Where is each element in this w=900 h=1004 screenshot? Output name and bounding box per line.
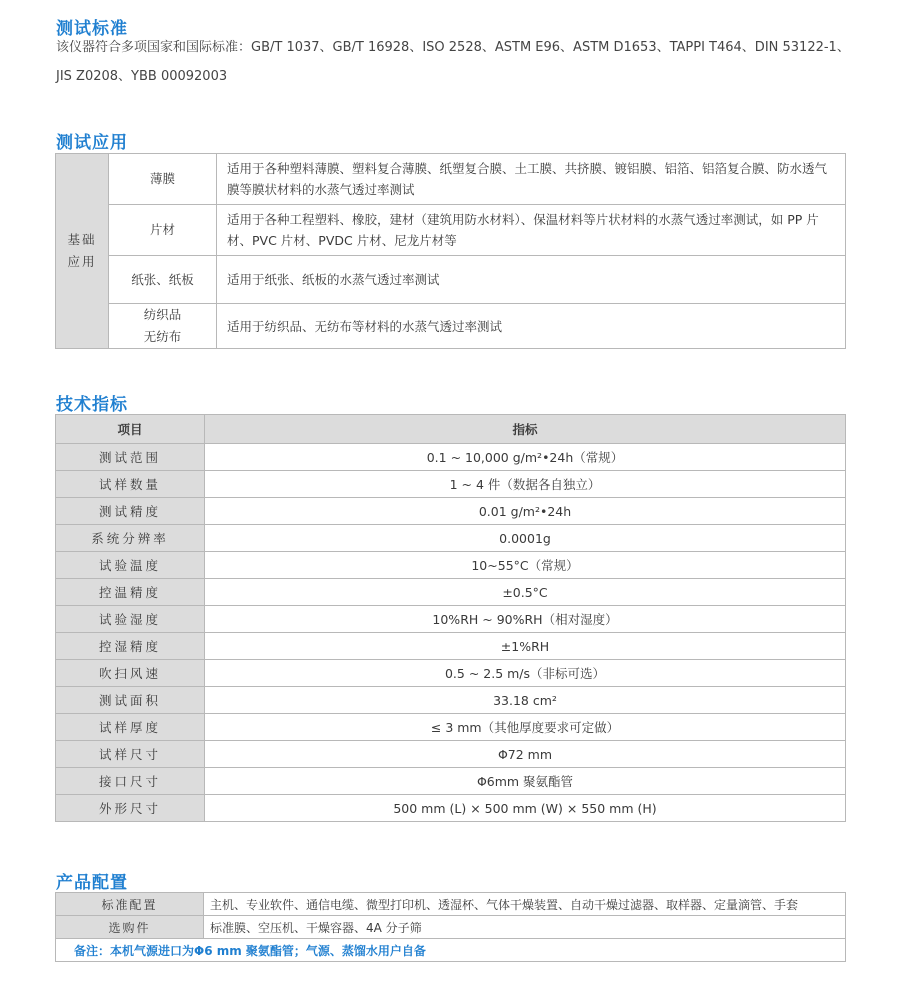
specs-title: 技术指标 [56, 395, 128, 415]
config-value: 主机、专业软件、通信电缆、微型打印机、透湿杯、气体干燥装置、自动干燥过滤器、取样器、定量滴管、手套 [204, 893, 846, 916]
spec-value-cell: ±0.5°C [205, 579, 846, 606]
standards-title: 测试标准 [56, 19, 128, 39]
material-cell: 薄膜 [109, 154, 217, 205]
spec-item-cell: 吹扫风速 [56, 660, 205, 687]
table-row [56, 579, 846, 606]
spec-item-cell: 测试精度 [56, 498, 205, 525]
spec-value-cell: 0.1 ~ 10,000 g/m²•24h（常规） [205, 444, 846, 471]
description-cell: 适用于各种塑料薄膜、塑料复合薄膜、纸塑复合膜、土工膜、共挤膜、镀铝膜、铝箔、铝箔复合膜、防水透气膜等膜状材料的水蒸气透过率测试 [217, 154, 846, 205]
table-row [56, 471, 846, 498]
table-row [56, 154, 846, 205]
spec-item-cell: 控温精度 [56, 579, 205, 606]
spec-value-cell: ±1%RH [205, 633, 846, 660]
spec-item-cell: 试样尺寸 [56, 741, 205, 768]
table-row [56, 893, 846, 916]
config-title: 产品配置 [56, 873, 128, 893]
specs-table [55, 414, 846, 822]
table-row [56, 444, 846, 471]
table-row [56, 256, 846, 304]
application-group-label: 基础 应用 [56, 154, 109, 349]
column-header-item: 项目 [56, 415, 205, 444]
spec-item-cell: 试验温度 [56, 552, 205, 579]
spec-item-cell: 试验湿度 [56, 606, 205, 633]
material-cell: 片材 [109, 205, 217, 256]
material-cell: 纺织品 无纺布 [109, 304, 217, 349]
table-row [56, 304, 846, 349]
standards-text: 该仪器符合多项国家和国际标准：GB/T 1037、GB/T 16928、ISO 2528、ASTM E96、ASTM D1653、TAPPI T464、DIN 53122-1、JIS Z0208、YBB 00092003 [56, 40, 850, 84]
table-row [56, 741, 846, 768]
spec-value-cell: Φ72 mm [205, 741, 846, 768]
spec-item-cell: 接口尺寸 [56, 768, 205, 795]
table-row [56, 687, 846, 714]
description-cell: 适用于纺织品、无纺布等材料的水蒸气透过率测试 [217, 304, 846, 349]
spec-item-cell: 测试面积 [56, 687, 205, 714]
table-header-row [56, 415, 846, 444]
description-cell: 适用于各种工程塑料、橡胶，建材（建筑用防水材料）、保温材料等片状材料的水蒸气透过率测试，如 PP 片材、PVC 片材、PVDC 片材、尼龙片材等 [217, 205, 846, 256]
spec-value-cell: 0.01 g/m²•24h [205, 498, 846, 525]
spec-item-cell: 测试范围 [56, 444, 205, 471]
spec-value-cell: 10~55°C（常规） [205, 552, 846, 579]
table-row [56, 205, 846, 256]
table-row [56, 714, 846, 741]
table-row [56, 916, 846, 939]
spec-item-cell: 外形尺寸 [56, 795, 205, 822]
spec-value-cell: 0.5 ~ 2.5 m/s（非标可选） [205, 660, 846, 687]
table-row [56, 498, 846, 525]
spec-item-cell: 试样厚度 [56, 714, 205, 741]
spec-value-cell: 33.18 cm² [205, 687, 846, 714]
spec-value-cell: 10%RH ~ 90%RH（相对湿度） [205, 606, 846, 633]
table-row [56, 633, 846, 660]
config-table [55, 892, 846, 962]
spec-value-cell: 0.0001g [205, 525, 846, 552]
applications-table [55, 153, 846, 349]
table-row [56, 552, 846, 579]
spec-item-cell: 控湿精度 [56, 633, 205, 660]
config-note: 备注：本机气源进口为Φ6 mm 聚氨酯管；气源、蒸馏水用户自备 [56, 939, 846, 962]
description-cell: 适用于纸张、纸板的水蒸气透过率测试 [217, 256, 846, 304]
table-row [56, 660, 846, 687]
table-row [56, 525, 846, 552]
config-key: 选购件 [56, 916, 204, 939]
config-key: 标准配置 [56, 893, 204, 916]
spec-item-cell: 试样数量 [56, 471, 205, 498]
spec-value-cell: 1 ~ 4 件（数据各自独立） [205, 471, 846, 498]
column-header-value: 指标 [205, 415, 846, 444]
spec-value-cell: Φ6mm 聚氨酯管 [205, 768, 846, 795]
table-row [56, 768, 846, 795]
config-value: 标准膜、空压机、干燥容器、4A 分子筛 [204, 916, 846, 939]
table-row [56, 606, 846, 633]
applications-title: 测试应用 [56, 133, 128, 153]
spec-value-cell: 500 mm (L) × 500 mm (W) × 550 mm (H) [205, 795, 846, 822]
spec-item-cell: 系统分辨率 [56, 525, 205, 552]
table-row [56, 939, 846, 962]
material-cell: 纸张、纸板 [109, 256, 217, 304]
spec-value-cell: ≤ 3 mm（其他厚度要求可定做） [205, 714, 846, 741]
table-row [56, 795, 846, 822]
